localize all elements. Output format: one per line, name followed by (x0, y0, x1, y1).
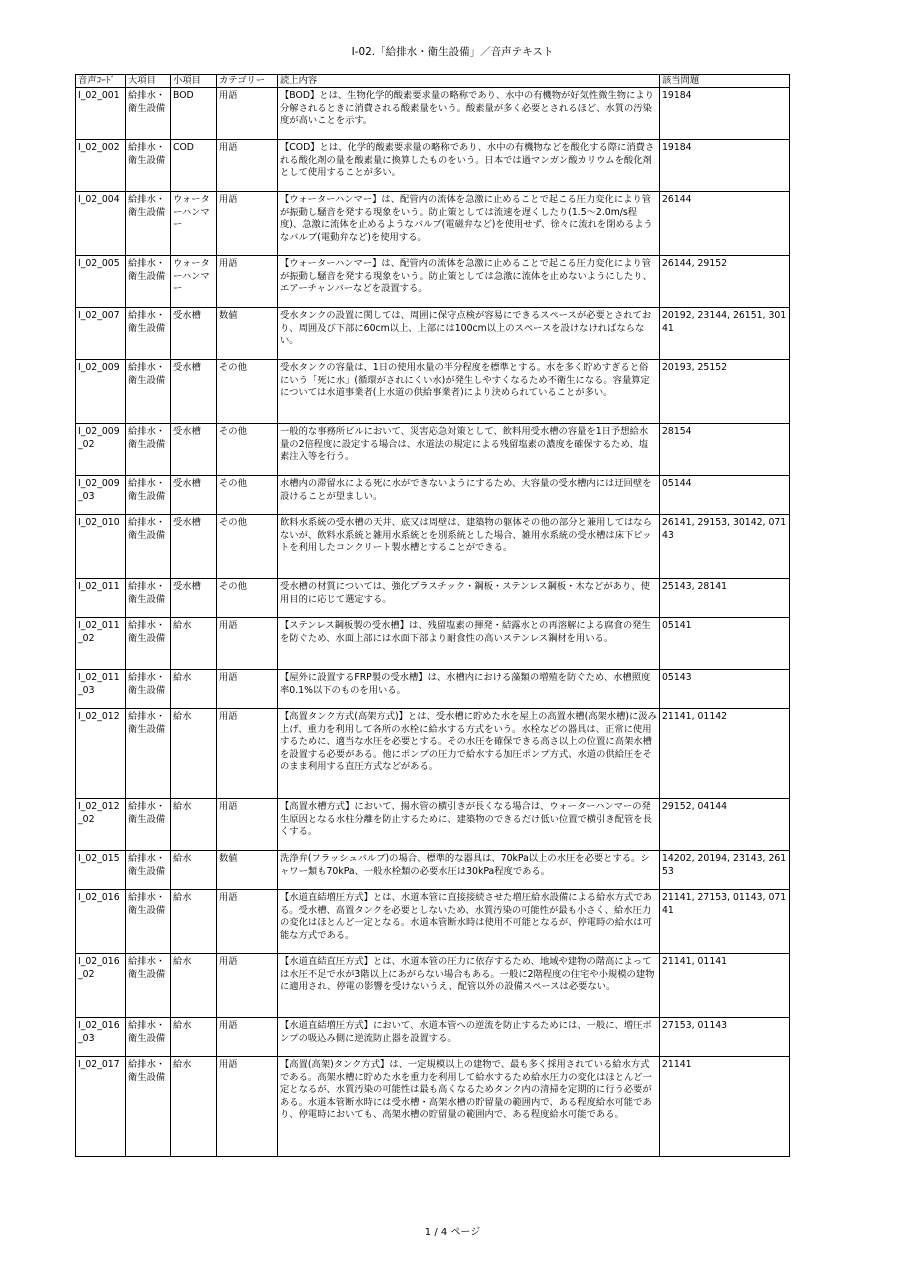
text-cell: 【ウォーターハンマー】は、配管内の流体を急激に止めることで起こる圧力変化により管が振動し騒音を発する現象をいう。防止策としては流速を遅くしたり(1.5～2.0m/s程度)、急激に流体を止めるようなバルブ(電磁弁など)を使用せず、徐々に流れを閉めるようなバルブ(電動弁など)を使用する。 (278, 192, 660, 256)
minor-cell: 給水 (171, 890, 217, 954)
major-cell: 給排水・衛生設備 (126, 476, 171, 515)
code-cell: I_02_016 (76, 890, 126, 954)
table-row (76, 709, 790, 799)
category-cell: 用語 (217, 890, 278, 954)
table-row (76, 140, 790, 192)
minor-cell: 受水槽 (171, 360, 217, 424)
major-cell: 給排水・衛生設備 (126, 799, 171, 851)
category-cell: 用語 (217, 709, 278, 799)
related-cell: 28154 (660, 424, 790, 476)
related-cell: 21141, 01142 (660, 709, 790, 799)
minor-cell: 受水槽 (171, 579, 217, 618)
code-cell: I_02_004 (76, 192, 126, 256)
minor-cell: 受水槽 (171, 515, 217, 579)
code-cell: I_02_007 (76, 308, 126, 360)
category-cell: 用語 (217, 1018, 278, 1057)
related-cell: 21141, 27153, 01143, 07141 (660, 890, 790, 954)
category-cell: 数値 (217, 851, 278, 890)
table-row (76, 424, 790, 476)
table-row (76, 1057, 790, 1157)
text-cell: 【水道直結増圧方式】において、水道本管への逆流を防止するためには、一般に、増圧ポンプの吸込み側に逆流防止器を設置する。 (278, 1018, 660, 1057)
minor-cell: 給水 (171, 1018, 217, 1057)
minor-cell: 給水 (171, 954, 217, 1018)
related-cell: 29152, 04144 (660, 799, 790, 851)
text-cell: 飲料水系統の受水槽の天井、底又は周壁は、建築物の躯体その他の部分と兼用してはならないが、飲料水系統と雑用水系統とを別系統とした場合、雑用水系統の受水槽は床下ピットを利用したコンクリート製水槽とすることができる。 (278, 515, 660, 579)
category-cell: 用語 (217, 954, 278, 1018)
table-row (76, 192, 790, 256)
related-cell: 20192, 23144, 26151, 30141 (660, 308, 790, 360)
table-row (76, 954, 790, 1018)
major-cell: 給排水・衛生設備 (126, 515, 171, 579)
text-cell: 【水道直結増圧方式】とは、水道本管に直接接続させた増圧給水設備による給水方式である。受水槽、高置タンクを必要としないため、水質汚染の可能性が最も小さく、給水圧力の変化はほとんど一定となる。水道本管断水時は使用不可能となるが、停電時の給水は可能な方式である。 (278, 890, 660, 954)
minor-cell: 受水槽 (171, 476, 217, 515)
code-cell: I_02_015 (76, 851, 126, 890)
minor-cell: 給水 (171, 1057, 217, 1157)
minor-cell: 給水 (171, 799, 217, 851)
major-cell: 給排水・衛生設備 (126, 709, 171, 799)
minor-cell: 受水槽 (171, 308, 217, 360)
code-cell: I_02_009_03 (76, 476, 126, 515)
code-cell: I_02_016_02 (76, 954, 126, 1018)
header-related: 該当問題 (660, 75, 790, 88)
table-row (76, 476, 790, 515)
related-cell: 19184 (660, 140, 790, 192)
table-row (76, 890, 790, 954)
table-row (76, 799, 790, 851)
text-cell: 受水槽の材質については、強化プラスチック・鋼板・ステンレス鋼板・木などがあり、使用目的に応じて選定する。 (278, 579, 660, 618)
table-header-row (76, 75, 790, 88)
page-number: 1 / 4 ページ (424, 1227, 481, 1238)
text-cell: 受水タンクの容量は、1日の使用水量の半分程度を標準とする。水を多く貯めすぎると俗にいう「死に水」(循環がされにくい水)が発生しやすくなるため不衛生になる。容量算定については水道事業者(上水道の供給事業者)により決められていることが多い。 (278, 360, 660, 424)
table-row (76, 256, 790, 308)
major-cell: 給排水・衛生設備 (126, 618, 171, 670)
major-cell: 給排水・衛生設備 (126, 1057, 171, 1157)
major-cell: 給排水・衛生設備 (126, 851, 171, 890)
related-cell: 14202, 20194, 23143, 26153 (660, 851, 790, 890)
category-cell: その他 (217, 579, 278, 618)
text-cell: 【水道直結直圧方式】とは、水道本管の圧力に依存するため、地域や建物の階高によっては水圧不足で水が3階以上にあがらない場合もある。一般に2階程度の住宅や小規模の建物に適用され、停電の影響を受けないうえ、配管以外の設備スペースは必要ない。 (278, 954, 660, 1018)
text-cell: 【高置水槽方式】において、揚水管の横引きが長くなる場合は、ウォーターハンマーの発生原因となる水柱分離を防止するために、建築物のできるだけ低い位置で横引き配管を長くする。 (278, 799, 660, 851)
category-cell: その他 (217, 515, 278, 579)
table-row (76, 515, 790, 579)
header-code: 音声ｺｰﾄﾞ (76, 75, 126, 88)
table-row (76, 618, 790, 670)
code-cell: I_02_011_03 (76, 670, 126, 709)
code-cell: I_02_009_02 (76, 424, 126, 476)
minor-cell: 給水 (171, 670, 217, 709)
text-cell: 【高置タンク方式(高架方式)】とは、受水槽に貯めた水を屋上の高置水槽(高架水槽)に汲み上げ、重力を利用して各所の水栓に給水する方式をいう。水栓などの器具は、正常に使用するために、適当な水圧を必要とする。その水圧を確保できる高さ以上の位置に高架水槽を設置する必要がある。他にポンプの圧力で給水する加圧ポンプ方式、水道の供給圧をそのまま利用する直圧方式などがある。 (278, 709, 660, 799)
table-row (76, 579, 790, 618)
related-cell: 05141 (660, 618, 790, 670)
related-cell: 27153, 01143 (660, 1018, 790, 1057)
category-cell: 用語 (217, 799, 278, 851)
category-cell: 数値 (217, 308, 278, 360)
code-cell: I_02_012_02 (76, 799, 126, 851)
related-cell: 20193, 25152 (660, 360, 790, 424)
related-cell: 25143, 28141 (660, 579, 790, 618)
major-cell: 給排水・衛生設備 (126, 1018, 171, 1057)
major-cell: 給排水・衛生設備 (126, 192, 171, 256)
category-cell: 用語 (217, 88, 278, 140)
major-cell: 給排水・衛生設備 (126, 140, 171, 192)
minor-cell: BOD (171, 88, 217, 140)
category-cell: 用語 (217, 670, 278, 709)
minor-cell: 給水 (171, 851, 217, 890)
category-cell: その他 (217, 360, 278, 424)
header-minor: 小項目 (171, 75, 217, 88)
minor-cell: ウォーターハンマー (171, 256, 217, 308)
related-cell: 21141 (660, 1057, 790, 1157)
text-cell: 一般的な事務所ビルにおいて、災害応急対策として、飲料用受水槽の容量を1日予想給水量の2倍程度に設定する場合は、水道法の規定による残留塩素の濃度を確保するため、塩素注入等を行う。 (278, 424, 660, 476)
category-cell: 用語 (217, 256, 278, 308)
major-cell: 給排水・衛生設備 (126, 954, 171, 1018)
category-cell: その他 (217, 476, 278, 515)
related-cell: 19184 (660, 88, 790, 140)
major-cell: 給排水・衛生設備 (126, 670, 171, 709)
code-cell: I_02_011_02 (76, 618, 126, 670)
category-cell: 用語 (217, 192, 278, 256)
document-title: I-02.「給排水・衛生設備」／音声テキスト (351, 46, 554, 58)
code-cell: I_02_009 (76, 360, 126, 424)
text-cell: 【BOD】とは、生物化学的酸素要求量の略称であり、水中の有機物が好気性微生物により分解されるときに消費される酸素量をいう。酸素量が多く必要とされるほど、水質の汚染度が高いことを示す。 (278, 88, 660, 140)
text-cell: 受水タンクの設置に関しては、周囲に保守点検が容易にできるスペースが必要とされており、周囲及び下部に60cm以上、上部には100cm以上のスペースを設けなければならない。 (278, 308, 660, 360)
related-cell: 26144, 29152 (660, 256, 790, 308)
related-cell: 21141, 01141 (660, 954, 790, 1018)
voice-text-table (75, 74, 790, 1157)
category-cell: 用語 (217, 1057, 278, 1157)
header-category: カテゴリー (217, 75, 278, 88)
text-cell: 【屋外に設置するFRP製の受水槽】は、水槽内における藻類の増殖を防ぐため、水槽照度率0.1%以下のものを用いる。 (278, 670, 660, 709)
table-row (76, 851, 790, 890)
text-cell: 【ステンレス鋼板製の受水槽】は、残留塩素の揮発・結露水との再溶解による腐食の発生を防ぐため、水面上部には水面下部より耐食性の高いステンレス鋼材を用いる。 (278, 618, 660, 670)
code-cell: I_02_016_03 (76, 1018, 126, 1057)
text-cell: 【COD】とは、化学的酸素要求量の略称であり、水中の有機物などを酸化する際に消費される酸化剤の量を酸素量に換算したものをいう。日本では過マンガン酸カリウムを酸化剤として使用することが多い。 (278, 140, 660, 192)
table-row (76, 360, 790, 424)
table-row (76, 308, 790, 360)
major-cell: 給排水・衛生設備 (126, 256, 171, 308)
related-cell: 26144 (660, 192, 790, 256)
minor-cell: 給水 (171, 618, 217, 670)
minor-cell: COD (171, 140, 217, 192)
major-cell: 給排水・衛生設備 (126, 424, 171, 476)
code-cell: I_02_017 (76, 1057, 126, 1157)
minor-cell: ウォーターハンマー (171, 192, 217, 256)
text-cell: 【ウォーターハンマー】は、配管内の流体を急激に止めることで起こる圧力変化により管が振動し騒音を発する現象をいう。防止策としては急激に流体を止めないようにしたり、エアーチャンバーなどを設置する。 (278, 256, 660, 308)
minor-cell: 受水槽 (171, 424, 217, 476)
header-text: 読上内容 (278, 75, 660, 88)
minor-cell: 給水 (171, 709, 217, 799)
table-row (76, 670, 790, 709)
table-row (76, 88, 790, 140)
major-cell: 給排水・衛生設備 (126, 579, 171, 618)
category-cell: その他 (217, 424, 278, 476)
category-cell: 用語 (217, 618, 278, 670)
major-cell: 給排水・衛生設備 (126, 890, 171, 954)
text-cell: 水槽内の滞留水による死に水ができないようにするため、大容量の受水槽内には迂回壁を設けることが望ましい。 (278, 476, 660, 515)
text-cell: 【高置(高架)タンク方式】は、一定規模以上の建物で、最も多く採用されている給水方式である。高架水槽に貯めた水を重力を利用して給水するため給水圧力の変化はほとんど一定となるが、水質汚染の可能性は最も高くなるためタンク内の清掃を定期的に行う必要がある。水道本管断水時には受水槽・高架水槽の貯留量の範囲内で、ある程度給水可能であり、停電時においても、高架水槽の貯留量の範囲内で、ある程度給水可能である。 (278, 1057, 660, 1157)
category-cell: 用語 (217, 140, 278, 192)
code-cell: I_02_012 (76, 709, 126, 799)
code-cell: I_02_002 (76, 140, 126, 192)
code-cell: I_02_011 (76, 579, 126, 618)
text-cell: 洗浄弁(フラッシュバルブ)の場合、標準的な器具は、70kPa以上の水圧を必要とする。シャワー類も70kPa、一般水栓類の必要水圧は30kPa程度である。 (278, 851, 660, 890)
code-cell: I_02_001 (76, 88, 126, 140)
major-cell: 給排水・衛生設備 (126, 360, 171, 424)
major-cell: 給排水・衛生設備 (126, 88, 171, 140)
major-cell: 給排水・衛生設備 (126, 308, 171, 360)
related-cell: 05143 (660, 670, 790, 709)
code-cell: I_02_005 (76, 256, 126, 308)
related-cell: 05144 (660, 476, 790, 515)
code-cell: I_02_010 (76, 515, 126, 579)
header-major: 大項目 (126, 75, 171, 88)
related-cell: 26141, 29153, 30142, 07143 (660, 515, 790, 579)
table-row (76, 1018, 790, 1057)
